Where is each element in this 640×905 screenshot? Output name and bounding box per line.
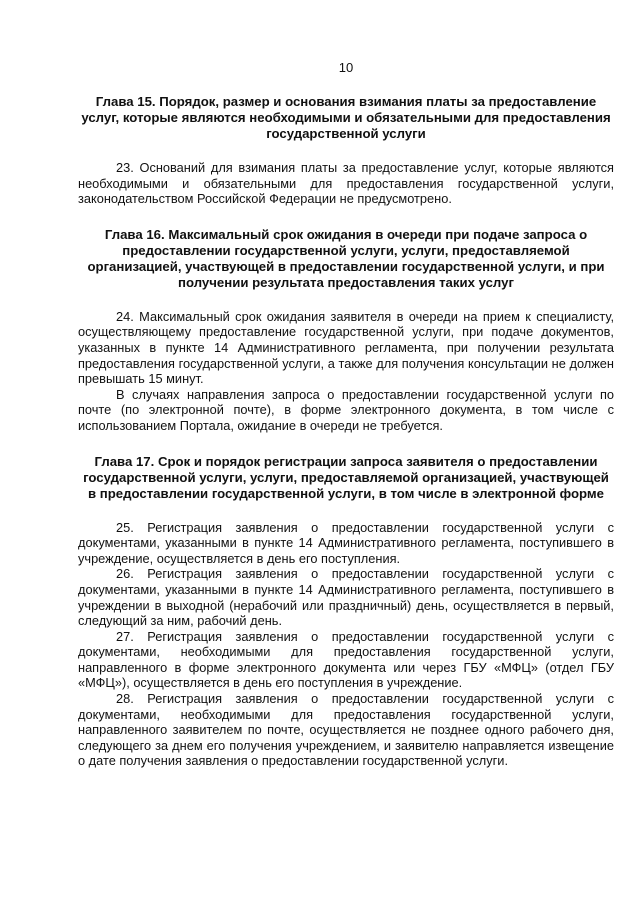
paragraph-24: 24. Максимальный срок ожидания заявителя в очереди на прием к специалисту, осуществляющему предоставление государственной услуги, при подаче документов, указанных в пункте 14 Административного регламента, при получении результата предоставления государственной услуги, а также для получения консультации не должен превышать 15 минут. bbox=[78, 308, 614, 387]
chapter-16-section bbox=[78, 227, 614, 434]
paragraph-23: 23. Оснований для взимания платы за предоставление услуг, которые являются необходимыми и обязательными для предоставления государственной услуги, законодательством Российской Федерации не предусмотрено. bbox=[78, 160, 614, 207]
chapter-15-section bbox=[78, 94, 614, 207]
chapter-17-title: Глава 17. Срок и порядок регистрации запроса заявителя о предоставлении государственной услуги, услуги, предоставляемой организацией, участвующей в предоставлении государственной услуги, в том числе в электронной форме bbox=[83, 453, 609, 501]
paragraph-25: 25. Регистрация заявления о предоставлении государственной услуги с документами, указанными в пункте 14 Административного регламента, поступившего в учреждение, осуществляется в день его поступления. bbox=[78, 519, 614, 566]
page-number: 10 bbox=[338, 60, 354, 75]
paragraph-28: 28. Регистрация заявления о предоставлении государственной услуги с документами, необходимыми для предоставления государственной услуги, направленного заявителем по почте, осуществляется не позднее одного рабочего дня, следующего за днем его получения учреждением, и заявителю направляется извещение о дате получения заявления о предоставлении государственной услуги. bbox=[78, 691, 614, 769]
chapter-15-title: Глава 15. Порядок, размер и основания взимания платы за предоставление услуг, которые являются необходимыми и обязательными для предоставления государственной услуги bbox=[81, 94, 611, 141]
chapter-17-section bbox=[78, 454, 614, 770]
chapter-16-title: Глава 16. Максимальный срок ожидания в очереди при подаче запроса о предоставлении государственной услуги, услуги, предоставляемой организацией, участвующей в предоставлении государственной услуги, и при получении результата предоставления таких услуг bbox=[87, 226, 605, 290]
paragraph-26: 26. Регистрация заявления о предоставлении государственной услуги с документами, указанными в пункте 14 Административного регламента, поступившего в учреждении в выходной (нерабочий или праздничный) день, осуществляется в первый, следующий за ним, рабочий день. bbox=[78, 566, 614, 629]
document-page bbox=[78, 60, 614, 789]
paragraph-27: 27. Регистрация заявления о предоставлении государственной услуги с документами, необходимыми для предоставления государственной услуги, направленного в форме электронного документа или через ГБУ «МФЦ» (отдел ГБУ «МФЦ»), осуществляется в день его поступления в учреждение. bbox=[78, 628, 614, 691]
paragraph-24-continued: В случаях направления запроса о предоставлении государственной услуги по почте (по электронной почте), в форме электронного документа, в том числе с использованием Портала, ожидание в очереди не требуется. bbox=[78, 386, 614, 433]
